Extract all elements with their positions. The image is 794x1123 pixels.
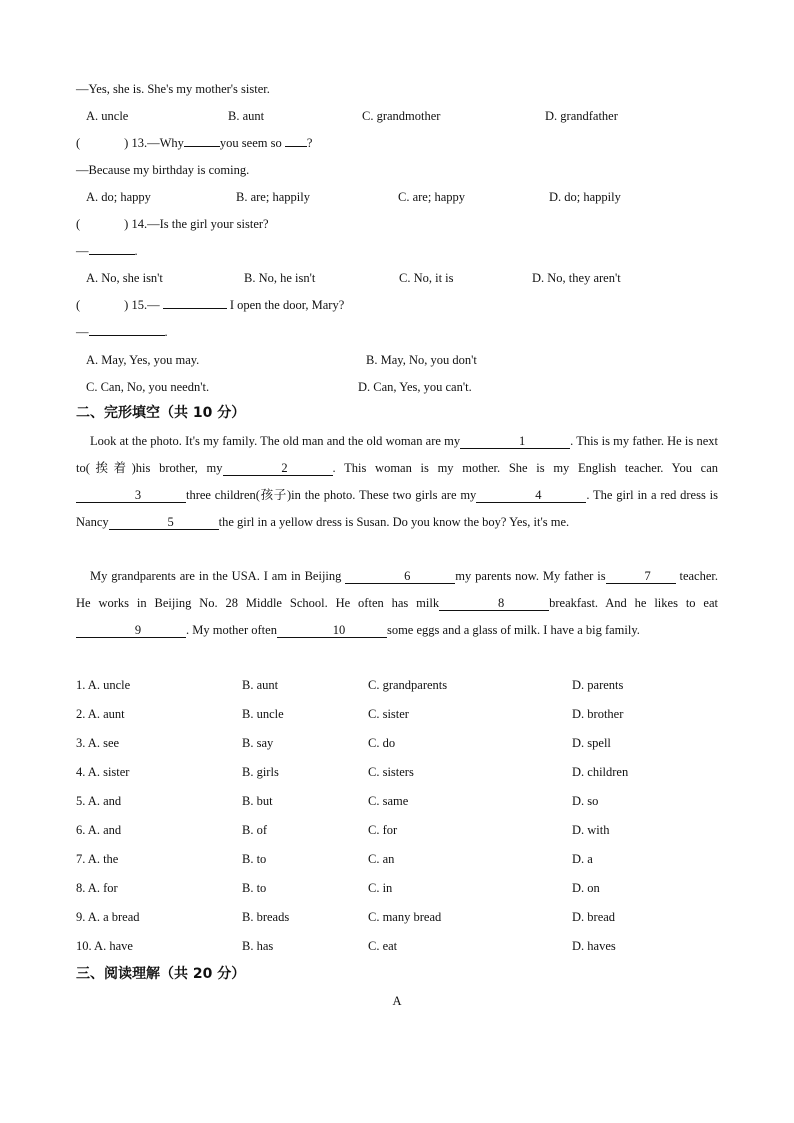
choice-6-b[interactable]: B. of — [242, 823, 267, 837]
choice-7-a[interactable]: 7. A. the — [76, 852, 119, 866]
q14-answer-line — [76, 243, 138, 260]
cloze-blank-1[interactable]: 1 — [460, 434, 570, 449]
choice-4-c[interactable]: C. sisters — [368, 765, 414, 779]
q12-option-a[interactable]: A. uncle — [86, 109, 129, 123]
choice-10-d[interactable]: D. haves — [572, 939, 616, 953]
choice-6-d[interactable]: D. with — [572, 823, 610, 837]
cloze-text: My grandparents are in the USA. I am in Beijing — [90, 569, 346, 583]
choice-4-b[interactable]: B. girls — [242, 765, 279, 779]
q15-option-d[interactable]: D. Can, Yes, you can't. — [358, 380, 472, 394]
q12-option-b[interactable]: B. aunt — [228, 109, 265, 123]
cloze-blank-2[interactable]: 2 — [223, 461, 333, 476]
cloze-blank-4[interactable]: 4 — [476, 488, 586, 503]
choice-8-c[interactable]: C. in — [368, 881, 393, 895]
q14-option-a[interactable]: A. No, she isn't — [86, 271, 163, 285]
q14-option-b[interactable]: B. No, he isn't — [244, 271, 316, 285]
choice-8-a[interactable]: 8. A. for — [76, 881, 118, 895]
choice-1-d[interactable]: D. parents — [572, 678, 624, 692]
answer-paren-open: ( — [76, 298, 81, 312]
choice-9-c[interactable]: C. many bread — [368, 910, 442, 924]
choice-6-c[interactable]: C. for — [368, 823, 398, 837]
choice-9-d[interactable]: D. bread — [572, 910, 616, 924]
cloze-paragraph-2 — [76, 563, 718, 644]
q14-answer-blank[interactable] — [89, 254, 135, 255]
cloze-blank-6[interactable]: 6 — [345, 569, 455, 584]
choice-2-b[interactable]: B. uncle — [242, 707, 284, 721]
q12-option-c[interactable]: C. grandmother — [362, 109, 441, 123]
choice-2-c[interactable]: C. sister — [368, 707, 409, 721]
cloze-text: . This is my father. He is next to(挨着)his brother, my — [76, 434, 718, 475]
q15-option-a[interactable]: A. May, Yes, you may. — [86, 353, 200, 367]
section-2-title: 二、完形填空（共 10 分） — [76, 405, 246, 421]
choice-3-d[interactable]: D. spell — [572, 736, 611, 750]
choice-3-b[interactable]: B. say — [242, 736, 274, 750]
q13-stem — [76, 135, 312, 152]
q15-blank[interactable] — [163, 308, 227, 309]
cloze-text: . The girl in a red dress is Nancy — [76, 488, 718, 529]
cloze-paragraph-1 — [76, 428, 718, 536]
q14-stem — [76, 216, 269, 233]
choice-5-a[interactable]: 5. A. and — [76, 794, 122, 808]
choice-1-a[interactable]: 1. A. uncle — [76, 678, 131, 692]
cloze-blank-5[interactable]: 5 — [109, 515, 219, 530]
q13-blank-1[interactable] — [184, 146, 220, 147]
q13-stem-end: ? — [306, 136, 313, 150]
answer-paren-close: ) — [124, 136, 129, 150]
cloze-text: breakfast. And he likes to eat — [549, 596, 719, 610]
choice-10-c[interactable]: C. eat — [368, 939, 398, 953]
answer-paren-open: ( — [76, 136, 81, 150]
q15-stem — [76, 297, 344, 314]
q13-option-a[interactable]: A. do; happy — [86, 190, 151, 204]
dash: — — [76, 325, 89, 339]
q13-stem-text-2: you seem so — [219, 136, 282, 150]
cloze-text: the girl in a yellow dress is Susan. Do you know the boy? Yes, it's me. — [218, 515, 570, 529]
choice-1-c[interactable]: C. grandparents — [368, 678, 448, 692]
choice-1-b[interactable]: B. aunt — [242, 678, 279, 692]
dash: — — [76, 244, 89, 258]
choice-3-a[interactable]: 3. A. see — [76, 736, 120, 750]
choice-5-b[interactable]: B. but — [242, 794, 273, 808]
q14-option-d[interactable]: D. No, they aren't — [532, 271, 621, 285]
choice-7-b[interactable]: B. to — [242, 852, 267, 866]
q13-option-c[interactable]: C. are; happy — [398, 190, 465, 204]
choice-8-d[interactable]: D. on — [572, 881, 600, 895]
choice-10-a[interactable]: 10. A. have — [76, 939, 133, 953]
cloze-blank-3[interactable]: 3 — [76, 488, 186, 503]
choice-2-a[interactable]: 2. A. aunt — [76, 707, 125, 721]
q14-stem-text: 14.—Is the girl your sister? — [131, 217, 269, 231]
q15-option-c[interactable]: C. Can, No, you needn't. — [86, 380, 210, 394]
passage-label: A — [392, 994, 402, 1008]
period: . — [164, 325, 168, 339]
choice-10-b[interactable]: B. has — [242, 939, 274, 953]
period: . — [134, 244, 138, 258]
choice-5-c[interactable]: C. same — [368, 794, 409, 808]
answer-paren-open: ( — [76, 217, 81, 231]
choice-7-c[interactable]: C. an — [368, 852, 395, 866]
choice-4-a[interactable]: 4. A. sister — [76, 765, 130, 779]
cloze-text: some eggs and a glass of milk. I have a big family. — [386, 623, 640, 637]
choice-9-a[interactable]: 9. A. a bread — [76, 910, 140, 924]
cloze-text: . My mother often — [186, 623, 277, 637]
choice-3-c[interactable]: C. do — [368, 736, 396, 750]
cloze-text: my parents now. My father is — [455, 569, 606, 583]
choice-7-d[interactable]: D. a — [572, 852, 593, 866]
q12-option-d[interactable]: D. grandfather — [545, 109, 618, 123]
answer-paren-close: ) — [124, 217, 129, 231]
choice-9-b[interactable]: B. breads — [242, 910, 290, 924]
cloze-blank-7[interactable]: 7 — [606, 569, 676, 584]
cloze-blank-8[interactable]: 8 — [439, 596, 549, 611]
choice-8-b[interactable]: B. to — [242, 881, 267, 895]
choice-4-d[interactable]: D. children — [572, 765, 629, 779]
q13-reply: —Because my birthday is coming. — [76, 163, 250, 177]
cloze-text: three children(孩子)in the photo. These two girls are my — [186, 488, 477, 502]
choice-6-a[interactable]: 6. A. and — [76, 823, 122, 837]
q13-option-b[interactable]: B. are; happily — [236, 190, 310, 204]
cloze-text: teacher. He works in Beijing No. 28 Middle School. He often has milk — [76, 569, 718, 610]
q15-stem-text: 15.— — [131, 298, 160, 312]
q15-stem-text-2: I open the door, Mary? — [229, 298, 345, 312]
cloze-blank-10[interactable]: 10 — [277, 623, 387, 638]
q14-option-c[interactable]: C. No, it is — [399, 271, 454, 285]
choice-5-d[interactable]: D. so — [572, 794, 599, 808]
q13-option-d[interactable]: D. do; happily — [549, 190, 621, 204]
q13-stem-text: 13.—Why — [131, 136, 184, 150]
q12-answer-line: —Yes, she is. She's my mother's sister. — [76, 82, 270, 96]
choice-2-d[interactable]: D. brother — [572, 707, 624, 721]
cloze-text: . This woman is my mother. She is my English teacher. You can — [332, 461, 718, 475]
cloze-text: Look at the photo. It's my family. The old man and the old woman are my — [90, 434, 461, 448]
q15-answer-blank[interactable] — [89, 335, 165, 336]
answer-paren-close: ) — [124, 298, 129, 312]
section-3-title: 三、阅读理解（共 20 分） — [76, 966, 246, 982]
cloze-blank-9[interactable]: 9 — [76, 623, 186, 638]
q15-option-b[interactable]: B. May, No, you don't — [366, 353, 477, 367]
q13-blank-2[interactable] — [285, 146, 307, 147]
q15-answer-line — [76, 324, 168, 341]
